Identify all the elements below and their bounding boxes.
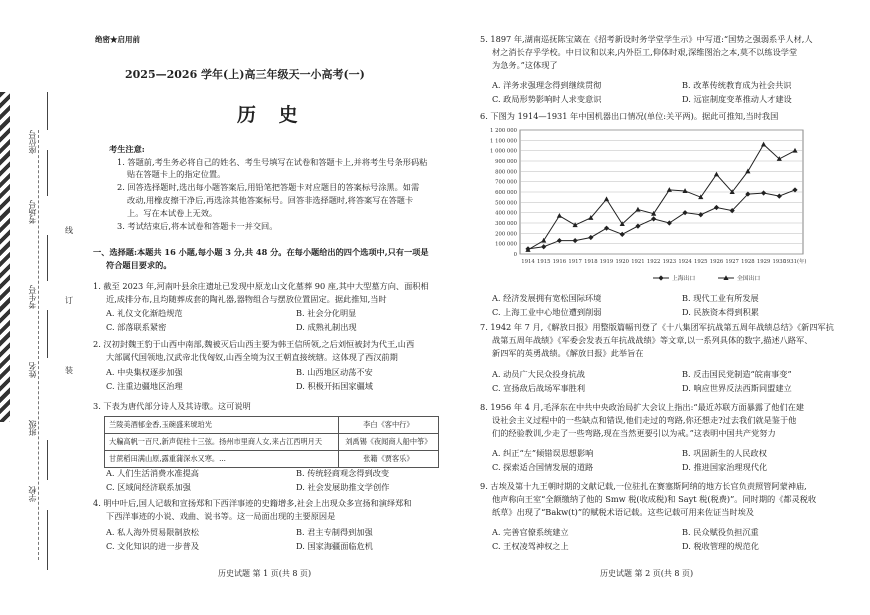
data-point-shanghai — [714, 205, 719, 210]
x-tick-label: 1929 — [756, 259, 771, 265]
x-tick-label: 1921 — [631, 259, 645, 265]
data-point-national — [604, 196, 609, 201]
poem-table — [104, 416, 439, 468]
data-point-national — [761, 142, 766, 147]
secret-label: 绝密★启用前 — [95, 35, 140, 44]
binding-line — [38, 130, 40, 560]
question-text: 大部属代国领地,汉武帝北伐匈奴,山西全境为汉王朝直接统辖。这体现了西汉前期 — [106, 352, 398, 362]
binding-mark: 线 — [65, 226, 73, 235]
y-tick-label: 100 000 — [495, 241, 517, 248]
option-d[interactable]: D. 成熟礼制出现 — [296, 322, 357, 332]
x-tick-label: 1925 — [694, 259, 708, 265]
field-line — [47, 440, 48, 480]
data-point-shanghai — [682, 210, 687, 215]
question-text: 下西洋事迹的小说、戏曲、说书等。这一局面出现的主要原因是 — [106, 511, 336, 521]
y-tick-label: 800 000 — [495, 169, 517, 176]
option-a[interactable]: A. 中央集权逐步加强 — [106, 367, 183, 377]
question-text: 1. 截至 2023 年,河南叶县余庄遗址已发现中原龙山文化墓葬 90 座,其中大型墓方向、面积相 — [93, 281, 429, 291]
data-point-national — [792, 148, 797, 153]
q9-options — [492, 526, 822, 554]
field-label-school: 学校 — [28, 486, 37, 502]
option-d[interactable]: D. 远宦制度变革推动人才建设 — [682, 94, 792, 104]
table-row — [105, 434, 439, 451]
q2-options — [106, 366, 436, 394]
option-b[interactable]: B. 传统轻商观念得到改变 — [296, 468, 390, 478]
x-tick-label: 1919 — [599, 259, 614, 265]
exam-title: 2025—2026 学年(上)高三年级天一小高考(一) — [125, 68, 365, 81]
option-c[interactable]: C. 探索适合国情发展的道路 — [492, 462, 594, 472]
field-line — [47, 510, 48, 570]
question-text: 8. 1956 年 4 月,毛泽东在中共中央政治局扩大会议上指出:“最近苏联方面暴露了他们在建 — [480, 402, 805, 412]
field-label-name: 姓名 — [28, 362, 37, 378]
data-point-shanghai — [651, 216, 656, 221]
y-tick-label: 1 200 000 — [490, 128, 517, 134]
x-tick-label: 1923 — [662, 259, 677, 265]
option-a[interactable]: A. 洋务求强理念得到继续贯彻 — [492, 80, 602, 90]
question-text: 2. 汉初封魏王豹于山西中南部,魏被灭后山西主要为韩王信所领,之后刘恒被封为代王,山西 — [93, 339, 415, 349]
poem-source: 张籍《贾客乐》 — [338, 451, 438, 468]
table-row — [105, 417, 439, 434]
q4-options — [106, 526, 436, 554]
data-point-shanghai — [620, 232, 625, 237]
legend-label: 全国出口 — [737, 276, 761, 282]
series-line-shanghai — [528, 190, 795, 249]
question-text: 新四军的英勇战绩。《解放日报》此举旨在 — [492, 348, 644, 358]
data-point-shanghai — [761, 190, 766, 195]
data-point-shanghai — [777, 194, 782, 199]
option-d[interactable]: D. 社会发展助推文学创作 — [296, 482, 390, 492]
poem-source: 李白《客中行》 — [338, 417, 438, 434]
question-text: 近,成排分布,且均随葬成套的陶礼器,器物组合与摆放位置固定。据此推知,当时 — [106, 294, 387, 304]
y-tick-label: 0 — [513, 252, 517, 258]
field-label-class: 班级 — [28, 420, 37, 436]
binding-mark: 装 — [65, 366, 73, 375]
data-point-shanghai — [635, 224, 640, 229]
x-tick-label: 1916 — [552, 259, 567, 265]
notice-line: 贴在答题卡上的指定位置。 — [127, 169, 226, 179]
x-tick-label: 1927 — [725, 259, 739, 265]
data-point-shanghai — [557, 238, 562, 243]
x-tick-label: 1917 — [568, 259, 582, 265]
question-text: 们的经验教训,少走了一些弯路,现在当然更要引以为戒。”这表明中国共产党努力 — [492, 428, 776, 438]
option-b[interactable]: B. 现代工业有所发展 — [682, 293, 759, 303]
question-text: 9. 古埃及第十九王朝时期的文献记载,一位驻扎在赛塞斯阿纳的地方长官负责照管阿蒙神庙, — [480, 481, 807, 491]
y-tick-label: 1 100 000 — [490, 138, 517, 145]
question-text: 4. 明中叶后,国人记载和宣扬郑和下西洋事迹的史籍增多,社会上出现众多宣扬和演绎郑和 — [93, 498, 412, 508]
x-tick-label: 1915 — [536, 259, 551, 265]
x-tick-label: 1922 — [646, 259, 661, 265]
field-line — [47, 310, 48, 358]
subject-title: 历 史 — [237, 104, 306, 126]
machinery-export-chart — [478, 124, 823, 290]
data-point-national — [745, 169, 750, 174]
notice-line: 3. 考试结束后,将本试卷和答题卡一并交回。 — [117, 221, 278, 231]
option-a[interactable]: A. 经济发展拥有宽松国际环境 — [492, 293, 602, 303]
y-tick-label: 500 000 — [495, 200, 517, 207]
question-text: 战第五周年战绩》《军委会发表五年抗战战绩》等文章,以一系列具体的数字,描述八路军、 — [492, 335, 813, 345]
question-text: 纸草》出现了“Bakw(t)”的赋税术语记载。这些记载可用来佐证当时埃及 — [492, 507, 754, 517]
field-line — [47, 92, 48, 130]
option-d[interactable]: D. 积极开拓国家疆域 — [296, 381, 373, 391]
question-text: 5. 1897 年,湖南巡抚陈宝箴在《招考新设时务学堂学生示》中写道:“国势之强弱系乎人材,人 — [480, 34, 813, 44]
data-point-shanghai — [573, 238, 578, 243]
x-tick-label: 1930 — [772, 259, 787, 265]
option-c[interactable]: C. 注重边疆地区治理 — [106, 381, 183, 391]
option-d[interactable]: D. 民族资本得到积累 — [682, 307, 759, 317]
notice-line: 上。写在本试卷上无效。 — [127, 208, 218, 218]
data-point-shanghai — [604, 226, 609, 231]
binding-stripe — [0, 92, 10, 422]
x-tick-label: 1918 — [584, 259, 598, 265]
q7-options — [492, 368, 822, 396]
q3-options — [106, 467, 436, 495]
field-line — [47, 235, 48, 281]
poem-text: 甘蔗稻田满山原,露重蒲深水又寒。... — [105, 451, 339, 468]
option-a[interactable]: A. 完善官僚系统建立 — [492, 527, 569, 537]
x-tick-label: 1920 — [615, 259, 629, 265]
option-d[interactable]: D. 响应世界反法西斯同盟建立 — [682, 383, 792, 393]
table-row — [105, 451, 439, 468]
section-heading: 符合题目要求的。 — [106, 260, 172, 270]
notice-line: 改动,用橡皮擦干净后,再选涂其他答案标号。回答非选择题时,将答案写在答题卡 — [127, 195, 414, 205]
option-b[interactable]: B. 民众赋役负担沉重 — [682, 527, 759, 537]
series-line-national — [528, 144, 795, 249]
option-c[interactable]: C. 文化知识的进一步普及 — [106, 541, 200, 551]
field-line — [47, 150, 48, 196]
data-point-national — [667, 187, 672, 192]
option-c[interactable]: C. 王权凌驾神权之上 — [492, 541, 569, 551]
field-label-id: 考生号 — [28, 285, 37, 309]
option-c[interactable]: C. 部落联系紧密 — [106, 322, 167, 332]
option-a[interactable]: A. 礼仪文化渐趋规范 — [106, 308, 183, 318]
notice-title: 考生注意: — [109, 144, 145, 154]
page-footer: 历史试题 第 1 页(共 8 页) — [218, 569, 312, 578]
poem-source: 刘禹锡《夜闻商人船中筝》 — [338, 434, 438, 451]
data-point-shanghai — [667, 220, 672, 225]
option-b[interactable]: B. 改革传统教育成为社会共识 — [682, 80, 792, 90]
option-c[interactable]: C. 政局形势影响时人求变意识 — [492, 94, 602, 104]
x-tick-label: 1926 — [709, 259, 724, 265]
section-heading: 一、选择题:本题共 16 小题,每小题 3 分,共 48 分。在每小题给出的四个选项中,只有一项是 — [93, 247, 429, 257]
question-text: 为急务。”这体现了 — [492, 60, 558, 70]
question-text: 3. 下表为唐代部分诗人及其诗歌。这可说明 — [93, 401, 251, 411]
q5-options — [492, 79, 822, 107]
y-tick-label: 200 000 — [495, 231, 517, 238]
option-c[interactable]: C. 宣扬敌后战场军事胜利 — [492, 383, 586, 393]
binding-mark: 订 — [65, 296, 73, 305]
legend-marker — [658, 275, 663, 280]
data-point-national — [557, 213, 562, 218]
option-d[interactable]: D. 税收管理的规范化 — [682, 541, 759, 551]
x-tick-label: 1928 — [741, 259, 755, 265]
option-b[interactable]: B. 社会分化明显 — [296, 308, 357, 318]
legend-label: 上海出口 — [672, 276, 696, 282]
option-b[interactable]: B. 山西地区动荡不安 — [296, 367, 373, 377]
option-b[interactable]: B. 君主专制得到加强 — [296, 527, 373, 537]
y-tick-label: 600 000 — [495, 190, 517, 196]
notice-line: 1. 答题前,考生务必将自己的姓名、考生号填写在试卷和答题卡上,并将考生号条形码粘 — [117, 157, 428, 167]
option-d[interactable]: D. 国家海疆面临危机 — [296, 541, 373, 551]
option-a[interactable]: A. 私人海外贸易限制放松 — [106, 527, 199, 537]
notice-line: 2. 回答选择题时,选出每小题答案后,用铅笔把答题卡对应题目的答案标号涂黑。如需 — [117, 182, 420, 192]
q6-options — [492, 292, 822, 320]
q1-options — [106, 307, 436, 335]
option-a[interactable]: A. 人们生活消费水准提高 — [106, 468, 199, 478]
option-a[interactable]: A. 纠正“左”倾错误思想影响 — [492, 448, 594, 458]
data-point-national — [635, 207, 640, 212]
x-tick-label: 1931(年) — [783, 259, 807, 265]
x-tick-label: 1914 — [521, 259, 535, 265]
option-d[interactable]: D. 推进国家治理现代化 — [682, 462, 768, 472]
data-point-shanghai — [588, 235, 593, 240]
field-label-seat: 座位号 — [28, 130, 37, 154]
option-a[interactable]: A. 动员广大民众投身抗战 — [492, 369, 585, 379]
y-tick-label: 300 000 — [495, 221, 517, 227]
field-label-room: 考场号 — [28, 200, 37, 224]
y-tick-label: 900 000 — [495, 159, 517, 165]
option-b[interactable]: B. 巩固新生的人民政权 — [682, 448, 767, 458]
y-tick-label: 700 000 — [495, 179, 517, 186]
question-text: 7. 1942 年 7 月,《解放日报》用整版篇幅刊登了《十八集团军抗战第五周年战绩总结》《新四军抗 — [480, 322, 834, 332]
q8-options — [492, 447, 822, 475]
data-point-shanghai — [541, 244, 546, 249]
data-point-national — [714, 172, 719, 177]
poem-text: 兰陵美酒郁金香,玉碗盛来琥珀光 — [105, 417, 339, 434]
x-tick-label: 1924 — [678, 259, 692, 265]
y-tick-label: 400 000 — [495, 210, 517, 217]
option-c[interactable]: C. 上海工业中心地位遭到削弱 — [492, 307, 602, 317]
option-c[interactable]: C. 区域间经济联系加强 — [106, 482, 191, 492]
y-tick-label: 1 000 000 — [490, 148, 517, 155]
option-b[interactable]: B. 反击国民党制造“皖南事变” — [682, 369, 792, 379]
question-text: 设社会主义过程中的一些缺点和错误,他们走过的弯路,你还想走?过去我们就是鉴于他 — [492, 415, 797, 425]
page-footer: 历史试题 第 2 页(共 8 页) — [600, 569, 694, 578]
poem-text: 大艑高帆一百尺,新声促柱十三弦。扬州市里商人女,来占江西明月天 — [105, 434, 339, 451]
question-text: 6. 下图为 1914—1931 年中国机器出口情况(单位:关平两)。据此可推知,当时我国 — [480, 111, 779, 121]
question-text: 他声称向王室“全额缴纳了他的 Smw 税(收成税)和 Sayt 税(税费)”。同时期的《都灵税收 — [492, 494, 817, 504]
question-text: 材之消长存乎学校。中日议和以来,内外臣工,仰体时艰,深维图治之本,莫不以练设学堂 — [492, 47, 798, 57]
